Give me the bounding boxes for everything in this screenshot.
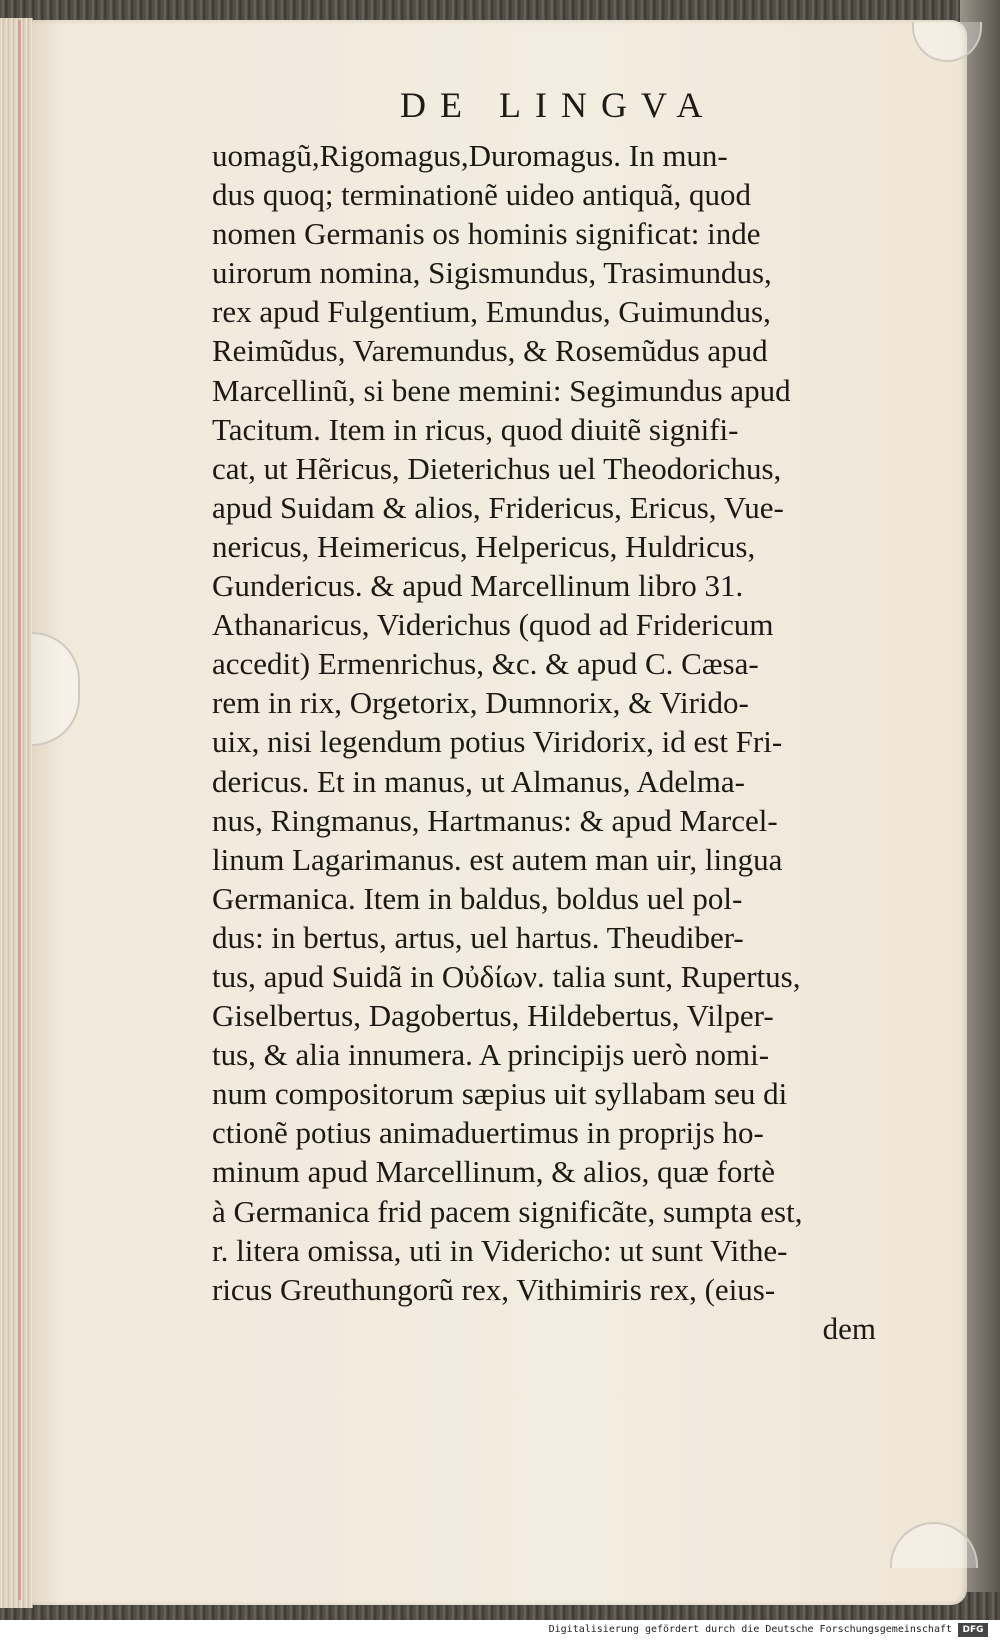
running-head: DE LINGVA: [400, 85, 717, 125]
text-line: à Germanica frid pacem significãte, sumpta est,: [212, 1193, 803, 1229]
text-line: rem in rix, Orgetorix, Dumnorix, & Virido-: [212, 685, 749, 721]
text-line: tus, & alia innumera. A principijs uerò nomi-: [212, 1037, 770, 1073]
text-block: [212, 136, 892, 1348]
text-line: dericus. Et in manus, ut Almanus, Adelma-: [212, 763, 745, 799]
catchword: dem: [822, 1310, 876, 1346]
text-line: linum Lagarimanus. est autem man uir, lingua: [212, 841, 783, 877]
text-line: Marcellinũ, si bene memini: Segimundus apud: [212, 372, 791, 408]
text-line: accedit) Ermenrichus, &c. & apud C. Cæsa-: [212, 646, 759, 682]
page-edges: [0, 18, 33, 1608]
text-line: ricus Greuthungorũ rex, Vithimiris rex, (eius-: [212, 1271, 776, 1307]
glass-clip-bottom-right: [890, 1522, 978, 1568]
text-line: nomen Germanis os hominis significat: inde: [212, 216, 761, 252]
text-line: rex apud Fulgentium, Emundus, Guimundus,: [212, 294, 771, 330]
binding-board-top: [0, 0, 1000, 22]
text-line: nericus, Heimericus, Helpericus, Huldricus,: [212, 528, 756, 564]
text-line: Athanaricus, Viderichus (quod ad Fridericum: [212, 607, 774, 643]
text-line: dus: in bertus, artus, uel hartus. Theudiber-: [212, 919, 744, 955]
text-line: uomagũ,Rigomagus,Duromagus. In mun-: [212, 138, 728, 173]
text-line: ctionẽ potius animaduertimus in proprijs ho-: [212, 1115, 764, 1151]
text-line: cat, ut Hẽricus, Dieterichus uel Theodorichus,: [212, 450, 782, 486]
footer-bar: [0, 1620, 1000, 1643]
text-line: num compositorum sæpius uit syllabam seu di: [212, 1076, 788, 1112]
text-line: apud Suidam & alios, Fridericus, Ericus, Vue-: [212, 489, 784, 525]
dfg-logo: DFG: [958, 1623, 988, 1637]
text-line: minum apud Marcellinum, & alios, quæ fortè: [212, 1154, 776, 1190]
text-line: uirorum nomina, Sigismundus, Trasimundus,: [212, 255, 772, 291]
text-line: Reimũdus, Varemundus, & Rosemũdus apud: [212, 333, 768, 369]
text-line: r. litera omissa, uti in Videricho: ut sunt Vithe-: [212, 1232, 788, 1268]
text-line: tus, apud Suidã in Οὐδίων. talia sunt, Rupertus,: [212, 958, 801, 994]
text-line: Tacitum. Item in ricus, quod diuitẽ signifi-: [212, 411, 739, 447]
text-line: nus, Ringmanus, Hartmanus: & apud Marcel-: [212, 802, 778, 838]
glass-clip-left: [32, 632, 80, 746]
text-line: Giselbertus, Dagobertus, Hildebertus, Vilper-: [212, 998, 774, 1034]
red-page-edge: [18, 20, 21, 1600]
funding-credit: Digitalisierung gefördert durch die Deutsche Forschungsgemeinschaft: [548, 1624, 952, 1635]
text-line: dus quoq; terminationẽ uideo antiquã, quod: [212, 177, 751, 213]
text-line: Gundericus. & apud Marcellinum libro 31.: [212, 568, 744, 604]
text-line: uix, nisi legendum potius Viridorix, id est Fri-: [212, 724, 783, 760]
text-line: Germanica. Item in baldus, boldus uel pol-: [212, 880, 743, 916]
